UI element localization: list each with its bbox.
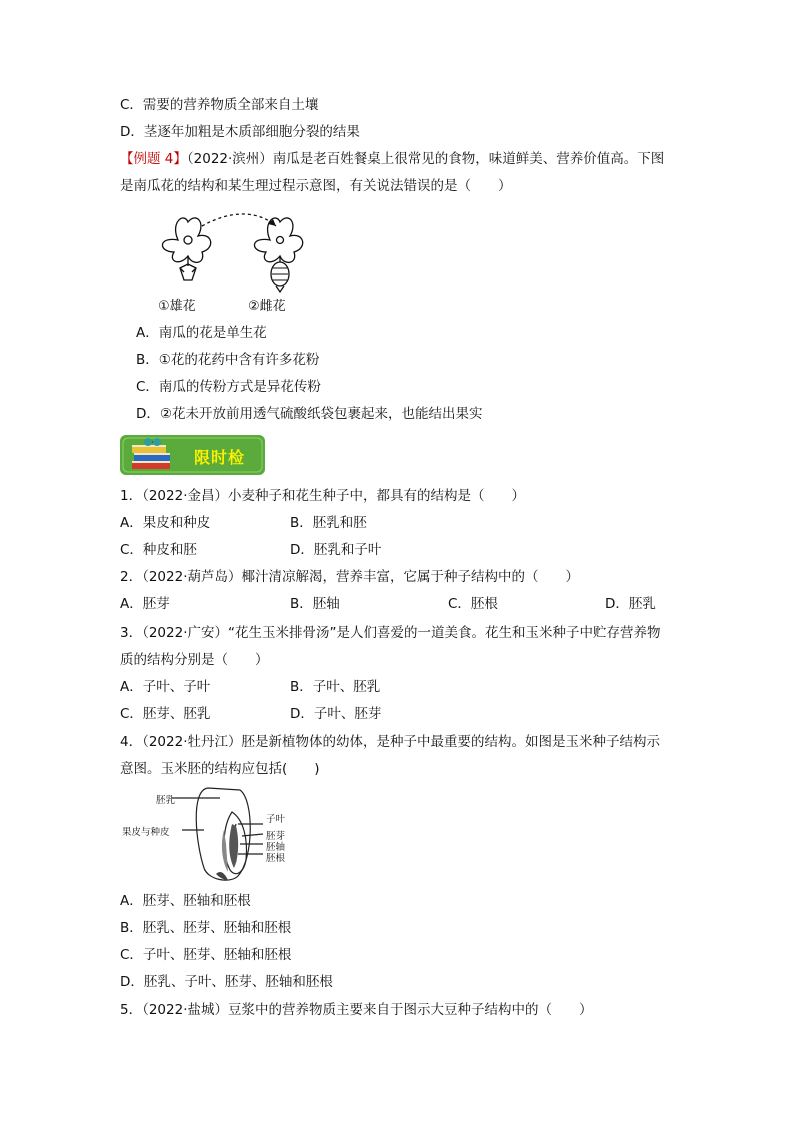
time-limit-banner [120,435,265,475]
example4-option-a: A．南瓜的花是单生花 [136,325,267,341]
q3-option-b: B．子叶、胚乳 [290,679,381,695]
q3-stem-line2: 质的结构分别是（ ） [120,652,269,668]
female-flower-caption: ②雌花 [248,299,286,314]
q4-stem-line2: 意图。玉米胚的结构应包括( ) [120,761,320,777]
q3-option-d: D．子叶、胚芽 [290,706,382,722]
label-radicle: 胚根 [266,853,286,864]
q4-option-d: D．胚乳、子叶、胚芽、胚轴和胚根 [120,974,333,990]
q4-stem-line1: 4．（2022·牡丹江）胚是新植物体的幼体，是种子中最重要的结构。如图是玉米种子结构示 [120,734,660,750]
q4-option-b: B．胚乳、胚芽、胚轴和胚根 [120,920,292,936]
prev-option-c: C．需要的营养物质全部来自土壤 [120,97,319,113]
example4-option-b: B．①花的花药中含有许多花粉 [136,352,320,368]
label-cotyledon: 子叶 [266,814,286,825]
q1-option-b: B．胚乳和胚 [290,515,367,531]
male-flower-caption: ①雄花 [158,299,196,314]
q1-option-c: C．种皮和胚 [120,542,197,558]
q2-option-b: B．胚轴 [290,596,340,612]
q3-option-a: A．子叶、子叶 [120,679,211,695]
example4-option-d: D．②花未开放前用透气硫酸纸袋包裹起来，也能结出果实 [136,406,483,422]
q2-stem: 2．（2022·葫芦岛）椰汁清凉解渴，营养丰富，它属于种子结构中的（ ） [120,569,579,585]
q2-option-c: C．胚根 [448,596,498,612]
banner-title: 限时检 [194,448,246,467]
q1-stem: 1．（2022·金昌）小麦种子和花生种子中，都具有的结构是（ ） [120,488,525,504]
q1-option-a: A．果皮和种皮 [120,515,211,531]
q5-stem: 5．（2022·盐城）豆浆中的营养物质主要来自于图示大豆种子结构中的（ ） [120,1002,593,1018]
label-plumule: 胚芽 [266,831,286,842]
q3-option-c: C．胚芽、胚乳 [120,706,211,722]
q4-option-a: A．胚芽、胚轴和胚根 [120,893,251,909]
label-hypocotyl: 胚轴 [266,842,286,853]
pumpkin-flower-figure [140,210,340,294]
example4-option-c: C．南瓜的传粉方式是异花传粉 [136,379,321,395]
example4-stem-line2: 是南瓜花的结构和某生理过程示意图，有关说法错误的是（ ） [120,178,512,194]
label-pericarp-seedcoat: 果皮与种皮 [122,827,170,838]
q4-option-c: C．子叶、胚芽、胚轴和胚根 [120,947,292,963]
example4-stem-text: （2022·滨州）南瓜是老百姓餐桌上很常见的食物，味道鲜美、营养价值高。下图 [186,151,665,167]
q1-option-d: D．胚乳和子叶 [290,542,382,558]
q2-option-d: D．胚乳 [605,596,656,612]
example4-tag: 【例题 4】 [120,151,187,167]
example4-stem-line1 [120,150,664,168]
prev-option-d: D．茎逐年加粗是木质部细胞分裂的结果 [120,124,360,140]
q3-stem-line1: 3．（2022·广安）“花生玉米排骨汤”是人们喜爱的一道美食。花生和玉米种子中贮存营养物 [120,625,661,641]
q2-option-a: A．胚芽 [120,596,170,612]
label-endosperm: 胚乳 [156,795,176,806]
